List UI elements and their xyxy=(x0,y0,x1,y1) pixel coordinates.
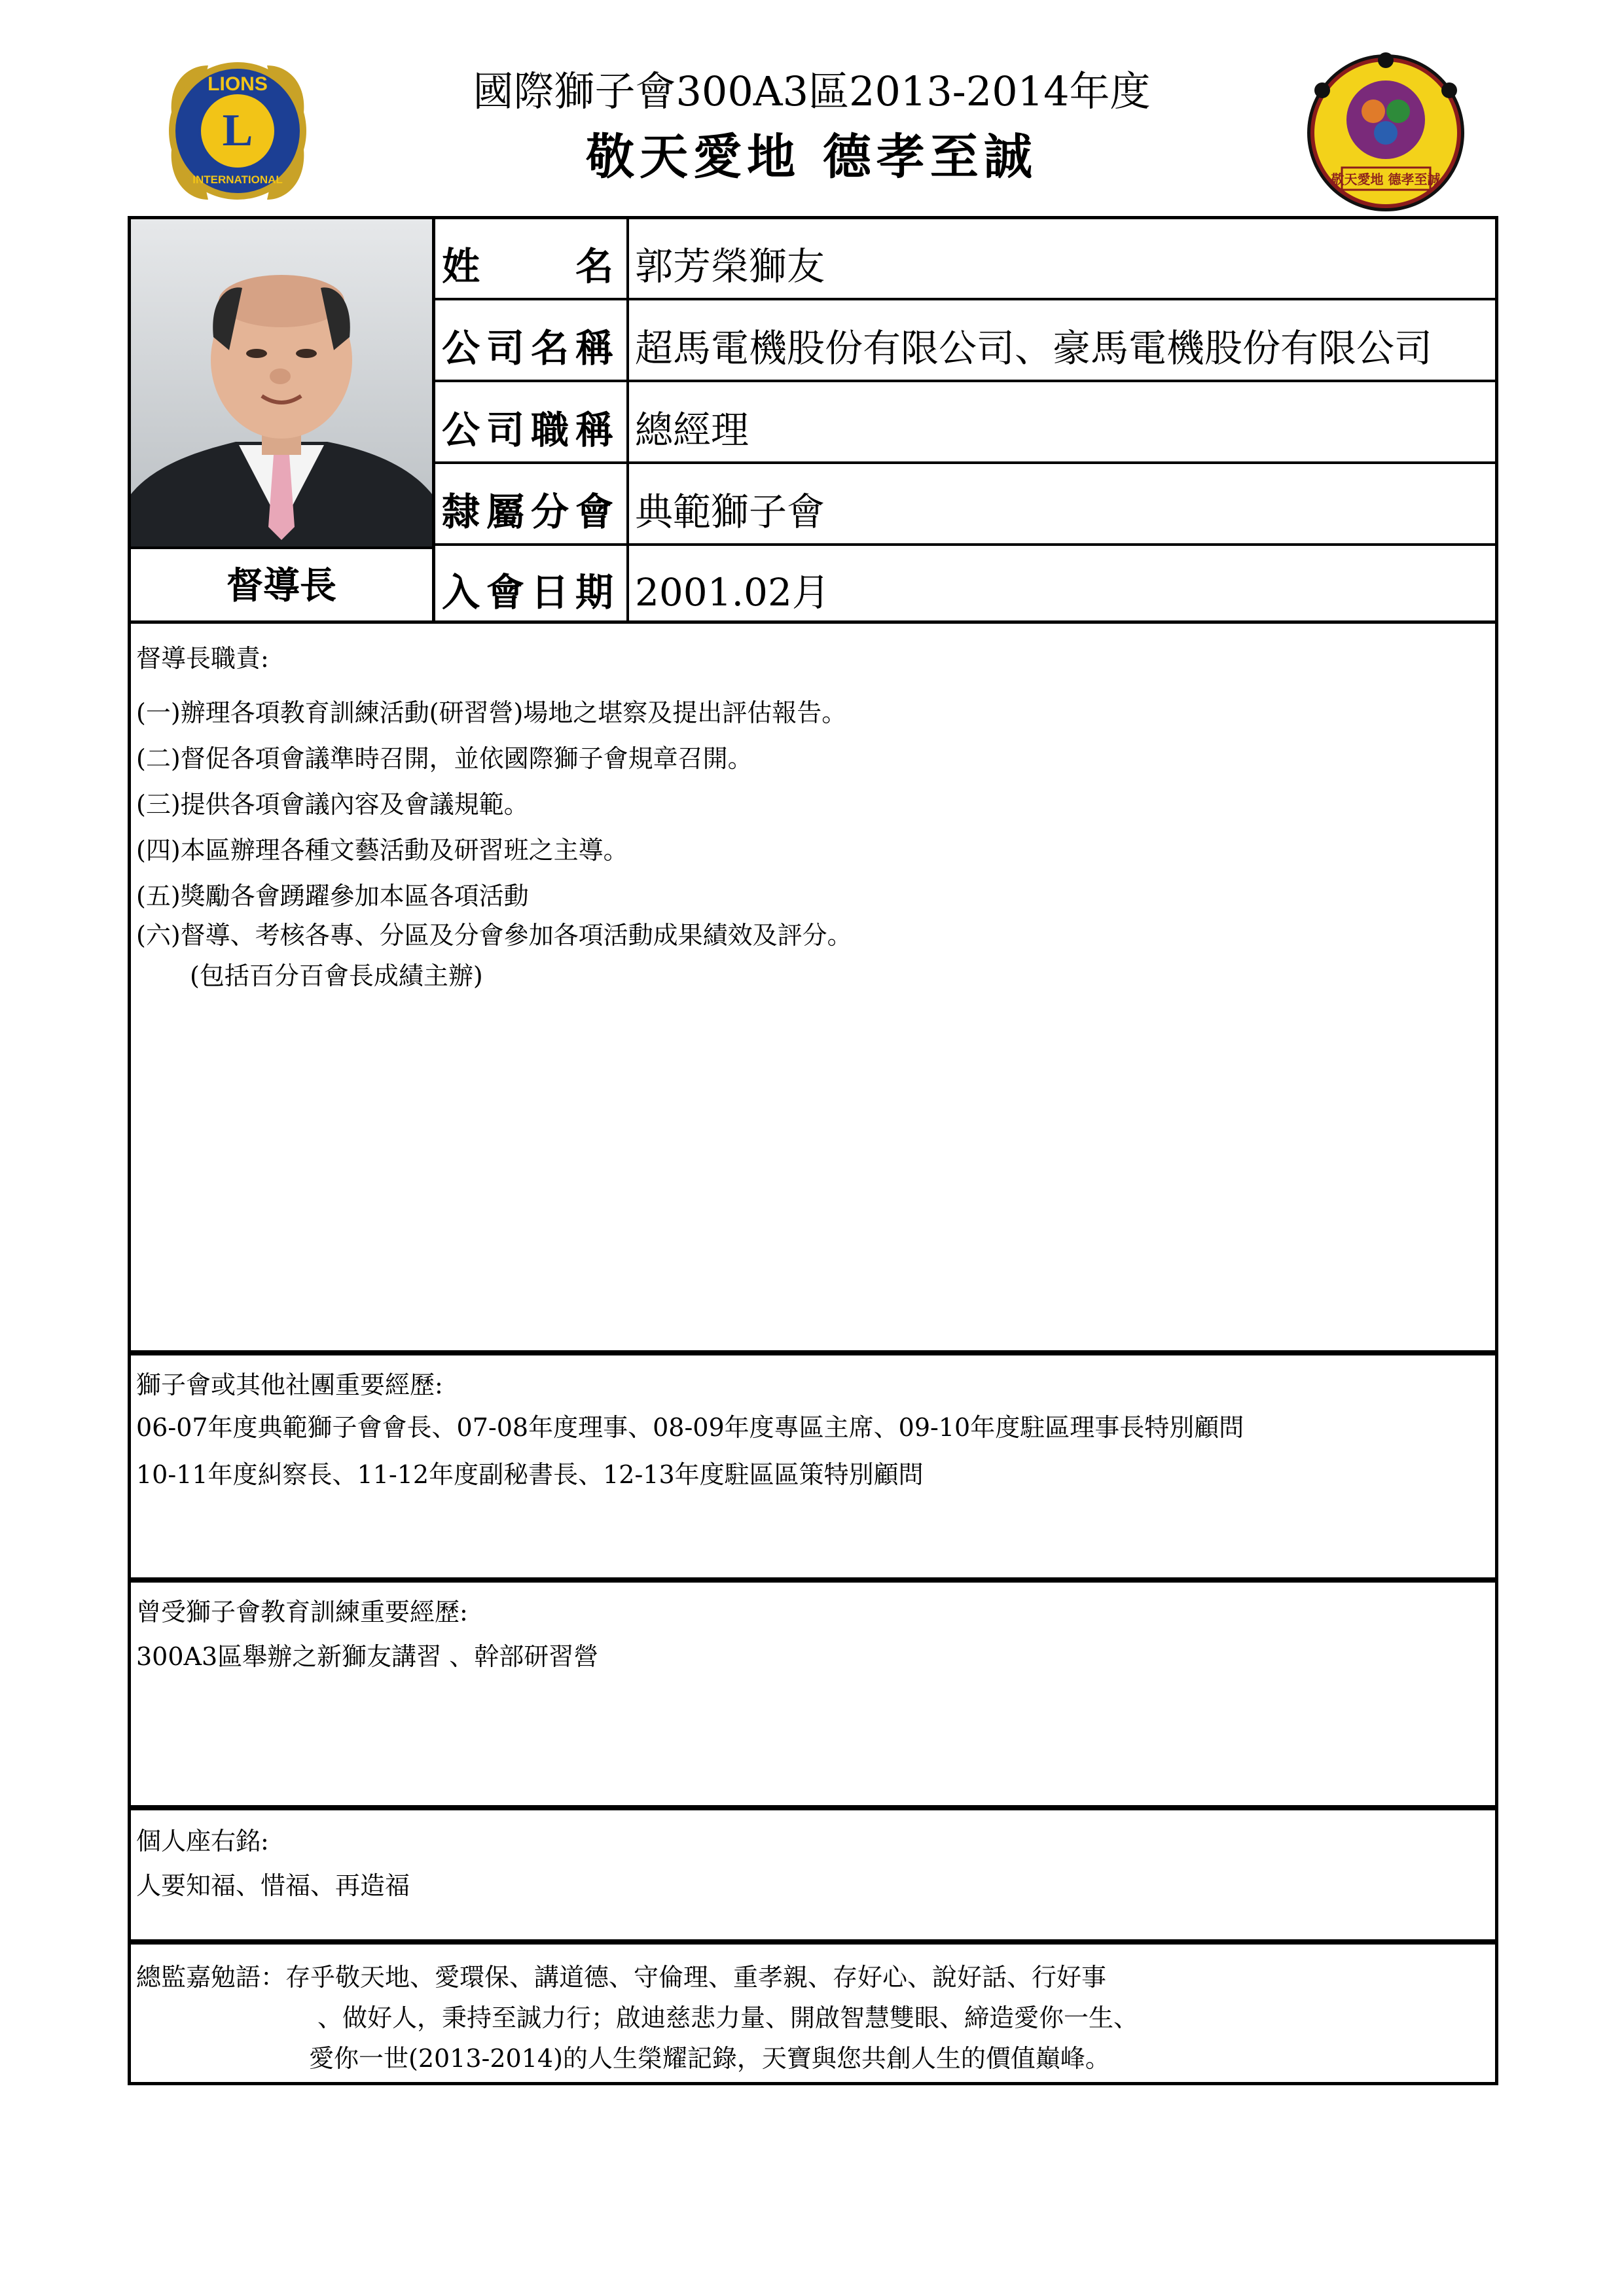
district-emblem xyxy=(1296,51,1476,215)
duty-item: (三)提供各項會議內容及會議規範。 xyxy=(136,790,529,819)
section-divider xyxy=(128,1939,1498,1945)
company-value: 超馬電機股份有限公司、豪馬電機股份有限公司 xyxy=(635,326,1433,370)
row-divider xyxy=(432,380,1498,382)
duty-item: (二)督促各項會議準時召開，並依國際獅子會規章召開。 xyxy=(136,744,753,773)
position-label: 公司職稱 xyxy=(442,408,621,452)
training-line: 300A3區舉辦之新獅友講習 、幹部研習營 xyxy=(136,1642,599,1671)
experience-line: 06-07年度典範獅子會會長、07-08年度理事、08-09年度專區主席、09-10年度駐區理事長特別顧問 xyxy=(136,1413,1244,1442)
experience-line: 10-11年度糾察長、11-12年度副秘書長、12-13年度駐區區策特別顧問 xyxy=(136,1460,924,1489)
motto-line: 人要知福、惜福、再造福 xyxy=(136,1871,410,1900)
row-divider xyxy=(432,461,1498,464)
row-divider xyxy=(432,298,1498,300)
name-value: 郭芳榮獅友 xyxy=(635,244,825,289)
governor-message-line: 總監嘉勉語：存乎敬天地、愛環保、講道德、守倫理、重孝親、存好心、說好話、行好事 xyxy=(136,1963,1107,1992)
section-divider xyxy=(128,1577,1498,1583)
company-label: 公司名稱 xyxy=(442,326,621,370)
member-portrait-photo xyxy=(131,219,432,547)
motto-title: 個人座右銘: xyxy=(136,1827,269,1856)
lions-logo-letter: L xyxy=(222,105,253,156)
section-divider xyxy=(128,1805,1498,1810)
join-date-label: 入會日期 xyxy=(442,570,621,615)
page-subtitle: 敬天愛地 德孝至誠 xyxy=(586,129,1038,185)
lions-logo-subtext: INTERNATIONAL xyxy=(192,173,283,186)
name-label: 姓 名 xyxy=(442,244,621,289)
position-value: 總經理 xyxy=(635,408,749,452)
training-title: 曾受獅子會教育訓練重要經歷: xyxy=(136,1598,468,1626)
duty-item: (五)獎勵各會踴躍參加本區各項活動 xyxy=(136,882,529,910)
section-divider xyxy=(128,1350,1498,1355)
page-title: 國際獅子會300A3區2013-2014年度 xyxy=(473,67,1151,115)
duty-item-note: (包括百分百會長成績主辦) xyxy=(190,961,483,990)
photo-caption: 督導長 xyxy=(226,564,336,607)
duty-item: (四)本區辦理各種文藝活動及研習班之主導。 xyxy=(136,836,628,865)
duties-title: 督導長職責: xyxy=(136,644,269,673)
photo-divider xyxy=(432,216,435,622)
label-divider xyxy=(626,216,629,622)
experience-title: 獅子會或其他社團重要經歷: xyxy=(136,1371,443,1399)
governor-message-line: 、做好人，秉持至誠力行；啟迪慈悲力量、開啟智慧雙眼、締造愛你一生、 xyxy=(317,2003,1139,2032)
duty-item: (六)督導、考核各專、分區及分會參加各項活動成果績效及評分。 xyxy=(136,921,852,950)
district-emblem-motto: 敬天愛地 德孝至誠 xyxy=(1331,171,1441,187)
club-value: 典範獅子會 xyxy=(635,490,825,534)
photo-caption-divider xyxy=(128,547,435,549)
lions-logo-text: LIONS xyxy=(208,73,268,95)
club-label: 隸屬分會 xyxy=(442,490,621,534)
governor-message-line: 愛你一世(2013-2014)的人生榮耀記錄，天寶與您共創人生的價值巔峰。 xyxy=(309,2044,1110,2073)
lions-international-logo xyxy=(156,52,319,209)
duty-item: (一)辦理各項教育訓練活動(研習營)場地之堪察及提出評估報告。 xyxy=(136,698,847,727)
join-date-value: 2001.02月 xyxy=(635,570,830,615)
row-divider xyxy=(432,543,1498,546)
